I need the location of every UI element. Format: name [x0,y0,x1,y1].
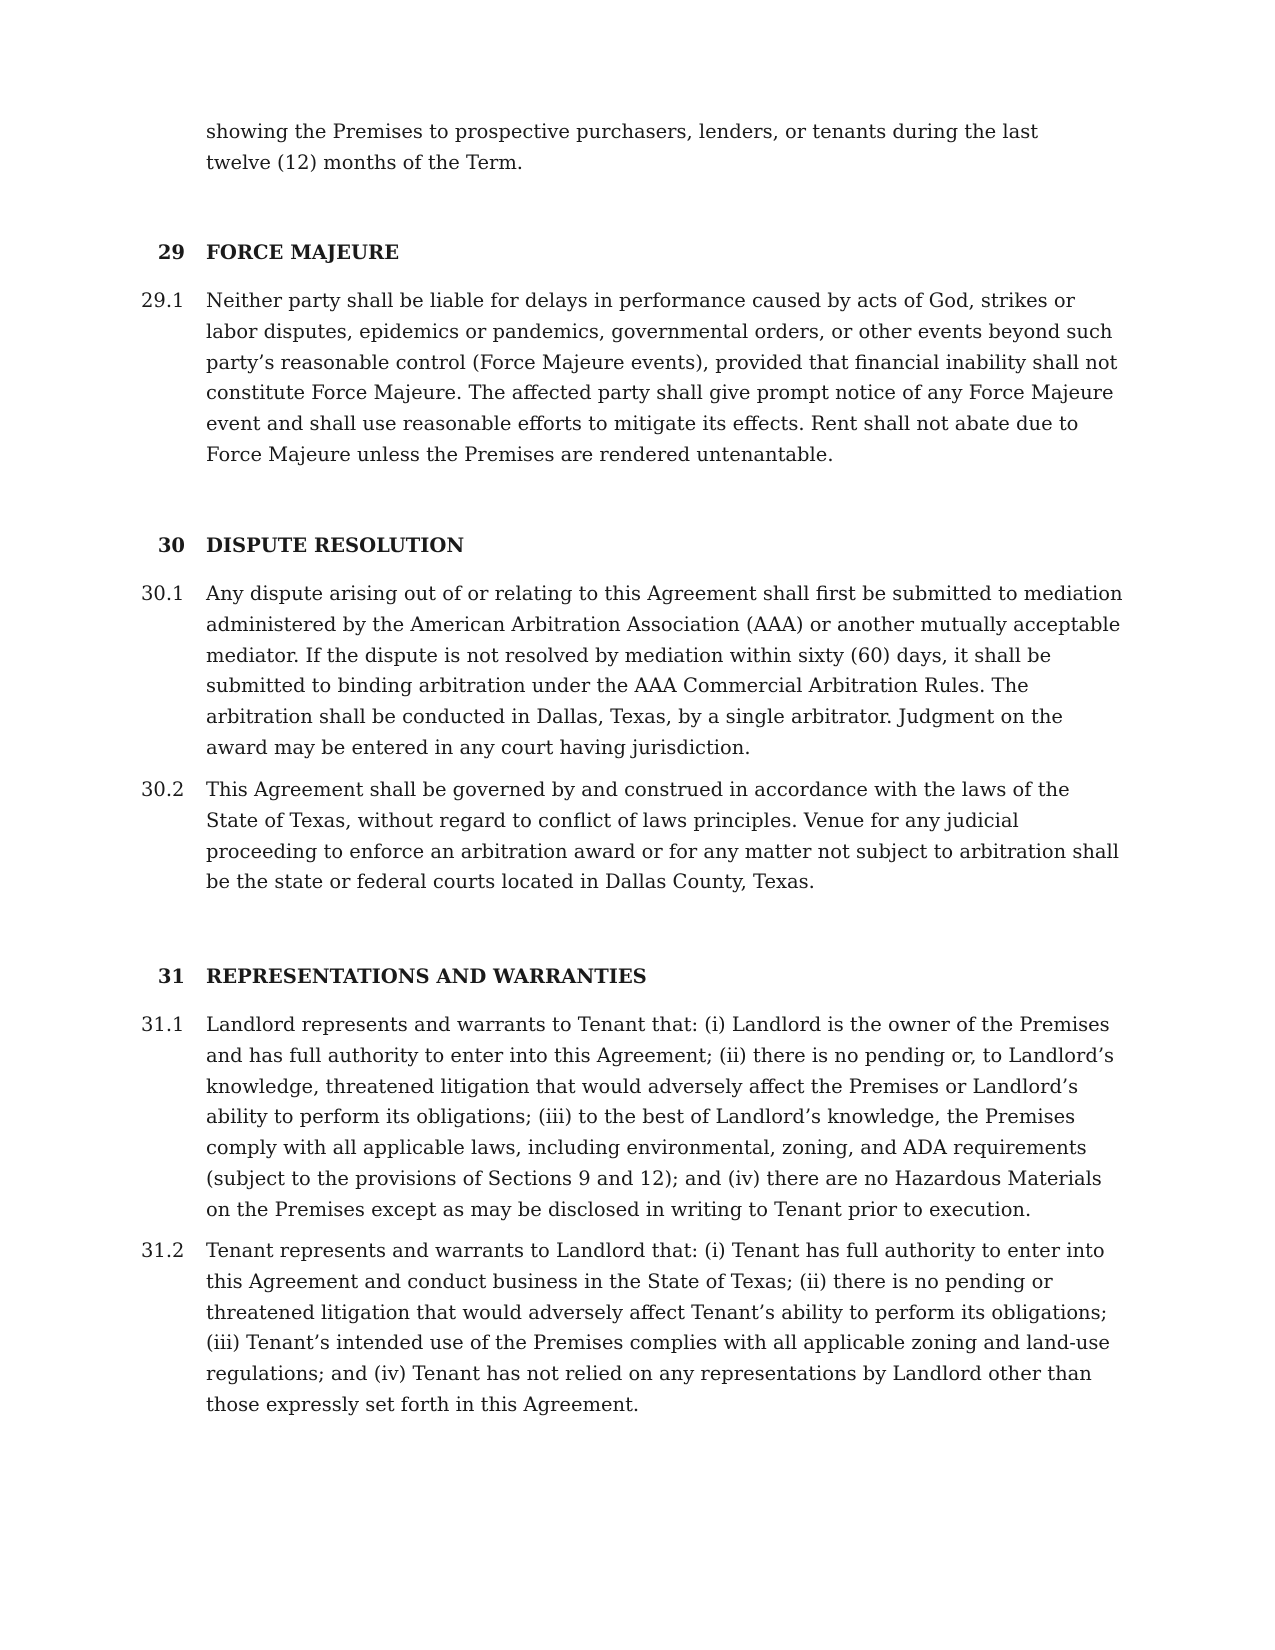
section-heading [0,962,1275,992]
clause-number: 31.1 [141,1013,185,1036]
clause-number: 29.1 [141,289,185,312]
clause-text: Tenant represents and warrants to Landlord that: (i) Tenant has full authority to enter into this Agreement and conduct business in the State of Texas; (ii) there is no pending or threatened litigation that would adversely affect Tenant’s ability to perform its obligations; (iii) Tenant’s intended use of the Premises complies with all applicable zoning and land-use regulations; and (iv) Tenant has not relied on any representations by Landlord other than those expressly set forth in this Agreement. [206,1239,1110,1416]
section-number: 29 [157,241,185,264]
continued-paragraph: showing the Premises to prospective purchasers, lenders, or tenants during the last twelve (12) months of the Term. [206,120,1039,174]
clause-text: Landlord represents and warrants to Tenant that: (i) Landlord is the owner of the Premises and has full authority to enter into this Agreement; (ii) there is no pending or, to Landlord’s knowledge, threatened litigation that would adversely affect the Premises or Landlord’s ability to perform its obligations; (iii) to the best of Landlord’s knowledge, the Premises comply with all applicable laws, including environmental, zoning, and ADA requirements (subject to the provisions of Sections 9 and 12); and (iv) there are no Hazardous Materials on the Premises except as may be disclosed in writing to Tenant prior to execution. [206,1013,1115,1221]
section-title: FORCE MAJEURE [206,241,400,264]
clause-text: This Agreement shall be governed by and construed in accordance with the laws of the State of Texas, without regard to conflict of laws principles. Venue for any judicial proceeding to enforce an arbitration award or for any matter not subject to arbitration shall be the state or federal courts located in Dallas County, Texas. [206,778,1120,894]
section-number: 30 [157,534,185,557]
section-title: REPRESENTATIONS AND WARRANTIES [206,965,647,988]
section-number: 31 [157,965,185,988]
clause-number: 30.2 [141,778,185,801]
clause-text: Any dispute arising out of or relating to this Agreement shall first be submitted to mediation administered by the American Arbitration Association (AAA) or another mutually acceptable mediator. If the dispute is not resolved by mediation within sixty (60) days, it shall be submitted to binding arbitration under the AAA Commercial Arbitration Rules. The arbitration shall be conducted in Dallas, Texas, by a single arbitrator. Judgment on the award may be entered in any court having jurisdiction. [206,582,1123,759]
section-title: DISPUTE RESOLUTION [206,534,465,557]
clause-number: 31.2 [141,1239,185,1262]
section-heading [0,238,1275,268]
clause-number: 30.1 [141,582,185,605]
section-heading [0,531,1275,561]
clause-text: Neither party shall be liable for delays in performance caused by acts of God, strikes or labor disputes, epidemics or pandemics, governmental orders, or other events beyond such party’s reasonable control (Force Majeure events), provided that financial inability shall not constitute Force Majeure. The affected party shall give prompt notice of any Force Majeure event and shall use reasonable efforts to mitigate its effects. Rent shall not abate due to Force Majeure unless the Premises are rendered untenantable. [206,289,1118,466]
